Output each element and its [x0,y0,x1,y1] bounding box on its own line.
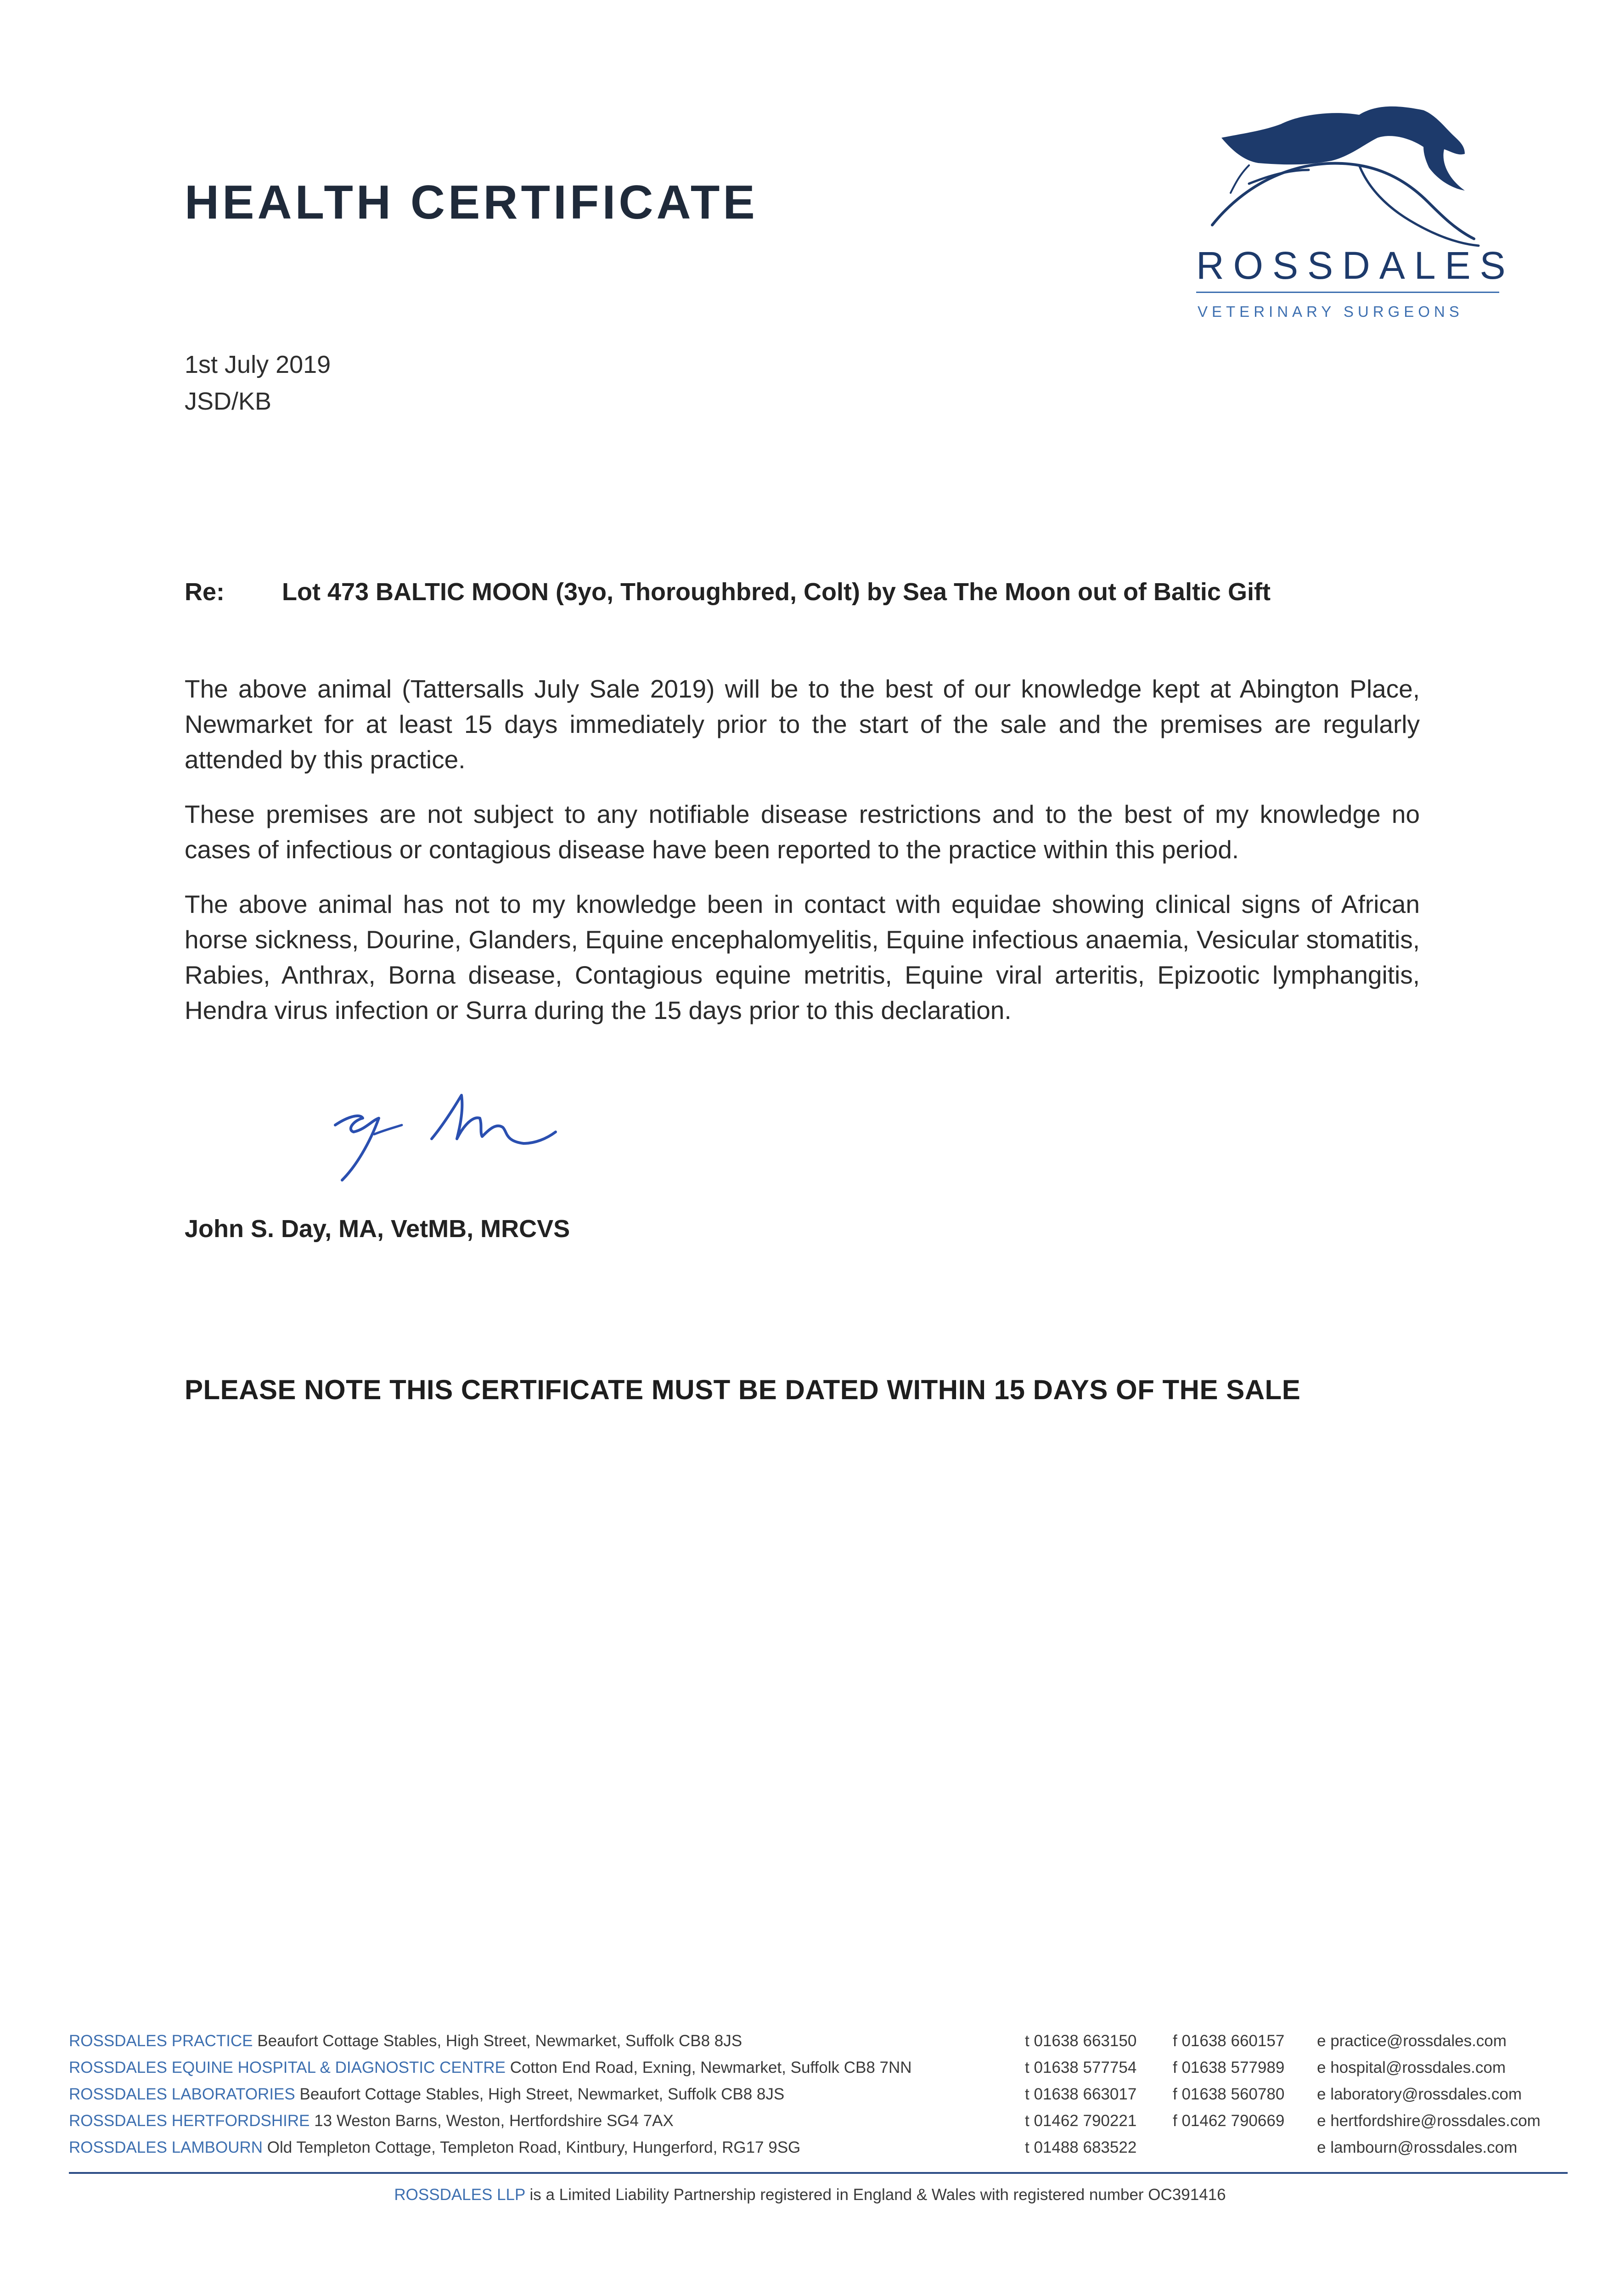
signatory-name: John S. Day, MA, VetMB, MRCVS [185,1215,570,1243]
galloping-horse-icon [1194,106,1506,335]
logo-tagline: VETERINARY SURGEONS [1198,303,1463,320]
body-paragraph: The above animal has not to my knowledge been in contact with equidae showing clinical signs of African horse sickness, Dourine, Glanders, Equine encephalomyelitis, Equine infectious anaemia, Vesicular stomatitis, Rabies, Anthrax, Borna disease, Contagious equine metritis, Equine viral arteritis, Epizootic lymphangitis, Hendra virus infection or Surra during the 15 days prior to this declaration. [185,890,1420,1024]
body-paragraph: The above animal (Tattersalls July Sale 2019) will be to the best of our knowledge kept at Abington Place, Newmarket for at least 15 days immediately prior to the start of the sale and the premises are regularly attended by this practice. [185,675,1420,774]
office-address: 13 Weston Barns, Weston, Hertfordshire SG4 7AX [314,2112,674,2130]
footer-divider [69,2172,1568,2174]
office-fax: f 01638 577989 [1173,2059,1285,2077]
office-row [69,2138,1557,2165]
office-fax: f 01462 790669 [1173,2112,1285,2130]
rossdales-logo [1194,106,1515,335]
legal-branch: ROSSDALES LLP [394,2186,525,2204]
office-row [69,2032,1557,2059]
document-title: HEALTH CERTIFICATE [185,176,758,229]
footer-offices [69,2032,1557,2165]
letter-reference: JSD/KB [185,388,272,415]
office-fax: f 01638 660157 [1173,2032,1285,2050]
office-email: e practice@rossdales.com [1317,2032,1507,2050]
legal-notice [0,2186,1620,2204]
certificate-note: PLEASE NOTE THIS CERTIFICATE MUST BE DATED WITHIN 15 DAYS OF THE SALE [185,1374,1301,1405]
office-email: e laboratory@rossdales.com [1317,2085,1522,2103]
logo-wordmark: ROSSDALES [1196,244,1515,287]
office-branch: ROSSDALES EQUINE HOSPITAL & DIAGNOSTIC CENTRE [69,2059,506,2077]
legal-text: is a Limited Liability Partnership registered in England & Wales with registered number OC391416 [529,2186,1226,2204]
office-address: Beaufort Cottage Stables, High Street, Newmarket, Suffolk CB8 8JS [257,2032,742,2050]
body-paragraph: These premises are not subject to any notifiable disease restrictions and to the best of my knowledge no cases of infectious or contagious disease have been reported to the practice within this period. [185,800,1420,864]
office-address: Beaufort Cottage Stables, High Street, Newmarket, Suffolk CB8 8JS [299,2085,785,2103]
office-email: e hospital@rossdales.com [1317,2059,1506,2077]
office-branch: ROSSDALES PRACTICE [69,2032,253,2050]
certificate-body [185,671,1420,1047]
office-row [69,2059,1557,2085]
office-email: e hertfordshire@rossdales.com [1317,2112,1541,2130]
office-fax: f 01638 560780 [1173,2085,1285,2103]
office-telephone: t 01638 577754 [1025,2059,1137,2077]
subject-line: Lot 473 BALTIC MOON (3yo, Thoroughbred, Colt) by Sea The Moon out of Baltic Gift [282,578,1271,606]
office-branch: ROSSDALES HERTFORDSHIRE [69,2112,310,2130]
office-telephone: t 01638 663017 [1025,2085,1137,2103]
date-reference-block [185,346,331,420]
logo-rule [1196,292,1499,293]
office-address: Old Templeton Cottage, Templeton Road, Kintbury, Hungerford, RG17 9SG [267,2138,801,2156]
office-telephone: t 01638 663150 [1025,2032,1137,2050]
office-row [69,2112,1557,2138]
letter-date: 1st July 2019 [185,351,331,378]
handwritten-signature [321,1075,579,1194]
office-address: Cotton End Road, Exning, Newmarket, Suffolk CB8 7NN [510,2059,912,2077]
office-branch: ROSSDALES LAMBOURN [69,2138,263,2156]
office-telephone: t 01488 683522 [1025,2138,1137,2156]
office-row [69,2085,1557,2112]
office-email: e lambourn@rossdales.com [1317,2138,1518,2156]
re-label: Re: [185,578,225,606]
office-telephone: t 01462 790221 [1025,2112,1137,2130]
office-branch: ROSSDALES LABORATORIES [69,2085,295,2103]
